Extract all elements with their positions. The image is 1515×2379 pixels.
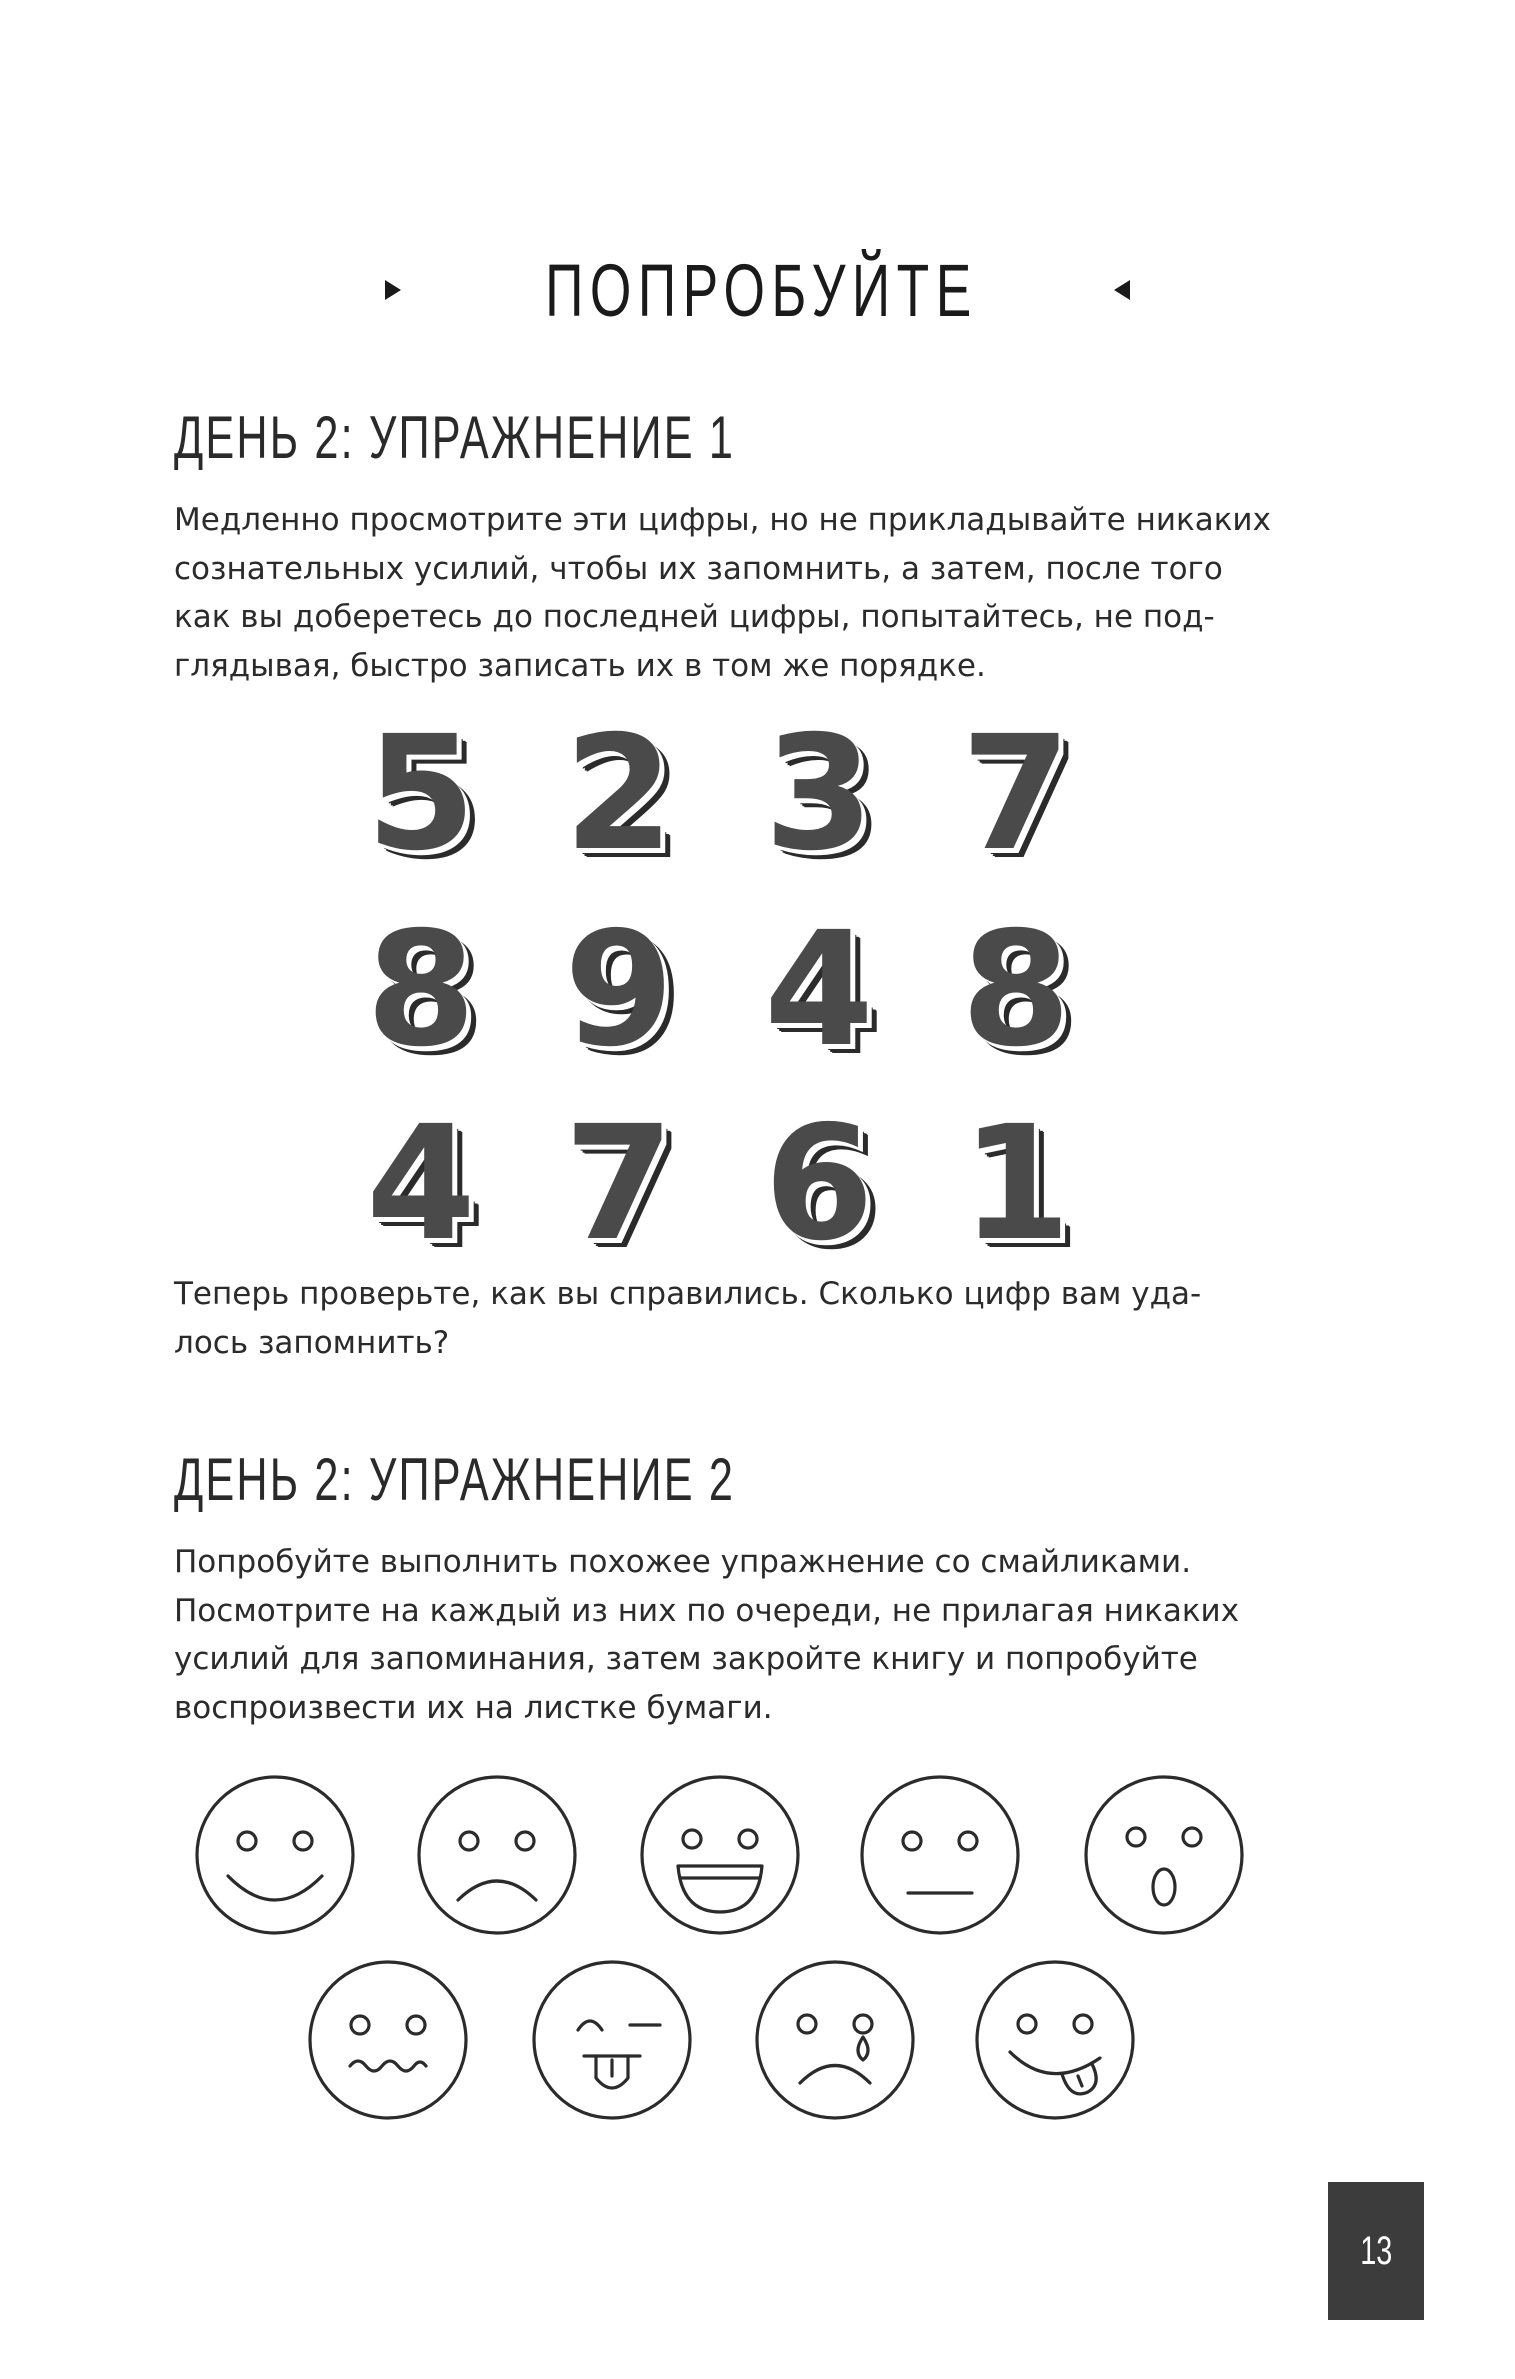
text-line: воспроизвести их на листке бумаги. [174,1689,773,1726]
page-number-badge [1328,2182,1424,2320]
surprised-face-icon [1086,1777,1242,1933]
digit: 8 [961,898,1071,1082]
digit: 7 [961,702,1071,886]
text-line: Теперь проверьте, как вы справились. Сколько цифр вам уда- [174,1276,1202,1312]
smile-face-icon [197,1777,353,1933]
text-line: глядывая, быстро записать их в том же порядке. [174,647,986,684]
sad-face-icon [419,1777,575,1933]
text-line: лось запомнить? [174,1324,450,1361]
laughing-face-icon [642,1777,798,1933]
digit: 2 [564,702,674,886]
digit: 8 [366,898,476,1082]
text-line: Медленно просмотрите эти цифры, но не прикладывайте никаких [174,502,1271,538]
text-line: Попробуйте выполнить похожее упражнение со смайликами. [174,1544,1192,1580]
text-line: как вы доберетесь до последней цифры, попытайтесь, не под- [174,599,1215,635]
text-line: сознательных усилий, чтобы их запомнить, а затем, после того [174,550,1223,587]
digit: 5 [366,702,476,886]
digit: 1 [961,1092,1071,1276]
page-title: ПОПРОБУЙТЕ [545,248,978,332]
page-number: 13 [1359,2228,1393,2273]
text-line: усилий для запоминания, затем закройте книгу и попробуйте [174,1641,1198,1677]
wink-tongue-face-icon [534,1962,690,2118]
neutral-face-icon [862,1777,1018,1933]
exercise-2-heading: ДЕНЬ 2: УПРАЖНЕНИЕ 2 [174,1446,736,1513]
text-line: Посмотрите на каждый из них по очереди, не прилагая никаких [174,1592,1240,1629]
crying-face-icon [757,1962,913,2118]
exercise-1-heading: ДЕНЬ 2: УПРАЖНЕНИЕ 1 [174,404,736,471]
digit: 4 [366,1092,476,1276]
digit: 7 [564,1092,674,1276]
digit: 6 [764,1092,874,1276]
digit: 9 [564,898,674,1082]
silly-tongue-face-icon [977,1962,1133,2118]
queasy-face-icon [310,1962,466,2118]
digit: 4 [764,898,874,1082]
digit: 3 [764,702,874,886]
